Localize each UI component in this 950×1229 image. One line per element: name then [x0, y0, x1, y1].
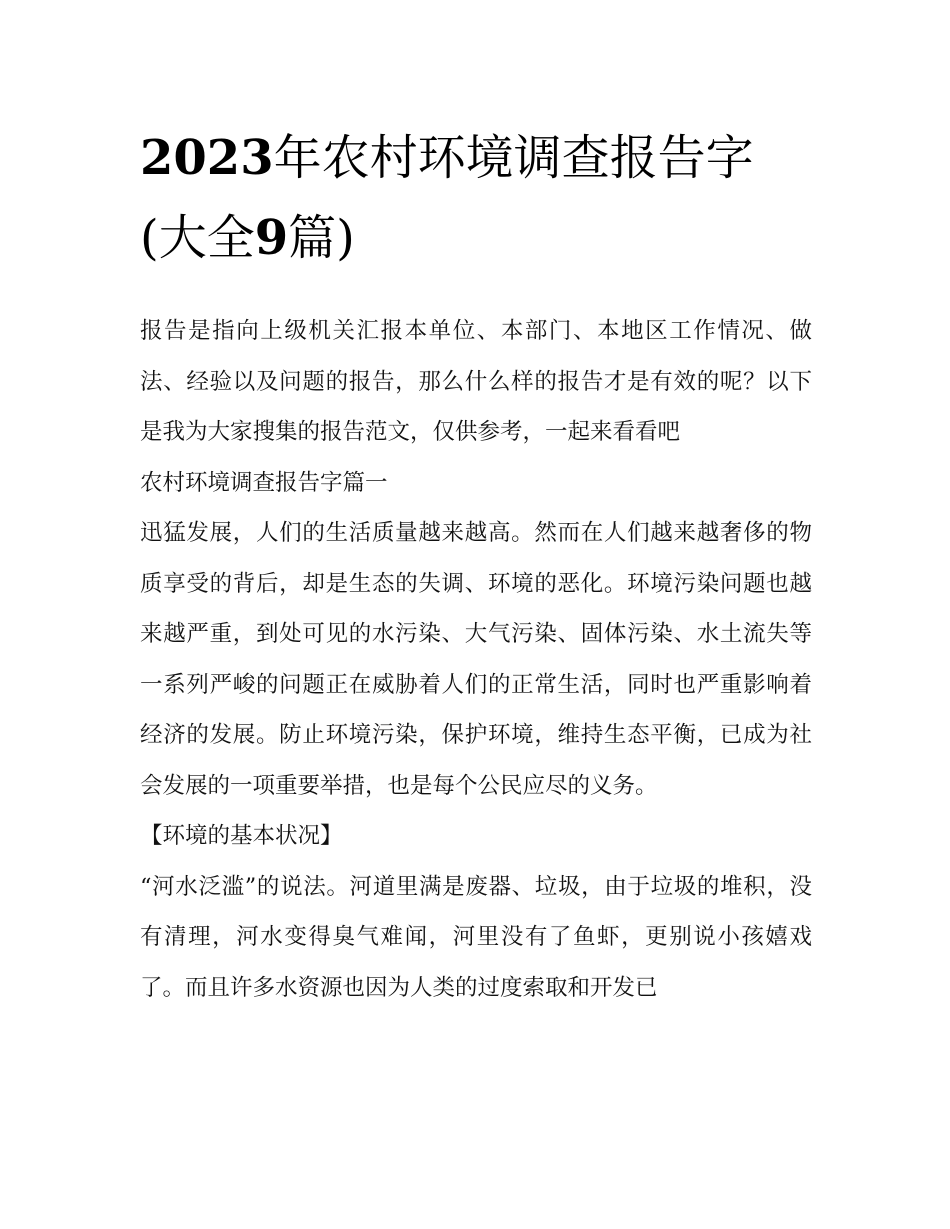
title-year: 2023	[140, 130, 274, 186]
body-paragraph-2: “河水泛滥”的说法。河道里满是废器、垃圾，由于垃圾的堆积，没有清理，河水变得臭气难闻，河里没有了鱼虾，更别说小孩嬉戏了。而且许多水资源也因为人类的过度索取和开发已	[140, 873, 812, 1001]
title-line2-suffix: 篇)	[288, 210, 355, 266]
document-title	[140, 118, 812, 278]
document-content	[140, 118, 812, 1013]
title-line2-prefix: (大全	[140, 210, 255, 266]
title-count: 9	[254, 210, 289, 266]
intro-paragraph: 报告是指向上级机关汇报本单位、本部门、本地区工作情况、做法、经验以及问题的报告，那么什么样的报告才是有效的呢？以下是我为大家搜集的报告范文，仅供参考，一起来看看吧	[140, 318, 812, 445]
body-paragraph-1: 迅猛发展，人们的生活质量越来越高。然而在人们越来越奢侈的物质享受的背后，却是生态的失调、环境的恶化。环境污染问题也越来越严重，到处可见的水污染、大气污染、固体污染、水土流失等一系列严峻的问题正在威胁着人们的正常生活，同时也严重影响着经济的发展。防止环境污染，保护环境，维持生态平衡，已成为社会发展的一项重要举措，也是每个公民应尽的义务。	[140, 520, 812, 799]
title-line1-text: 年农村环境调查报告字	[273, 130, 754, 186]
section-heading: 农村环境调查报告字篇一	[140, 469, 388, 496]
subsection-heading: 【环境的基本状况】	[140, 823, 343, 849]
